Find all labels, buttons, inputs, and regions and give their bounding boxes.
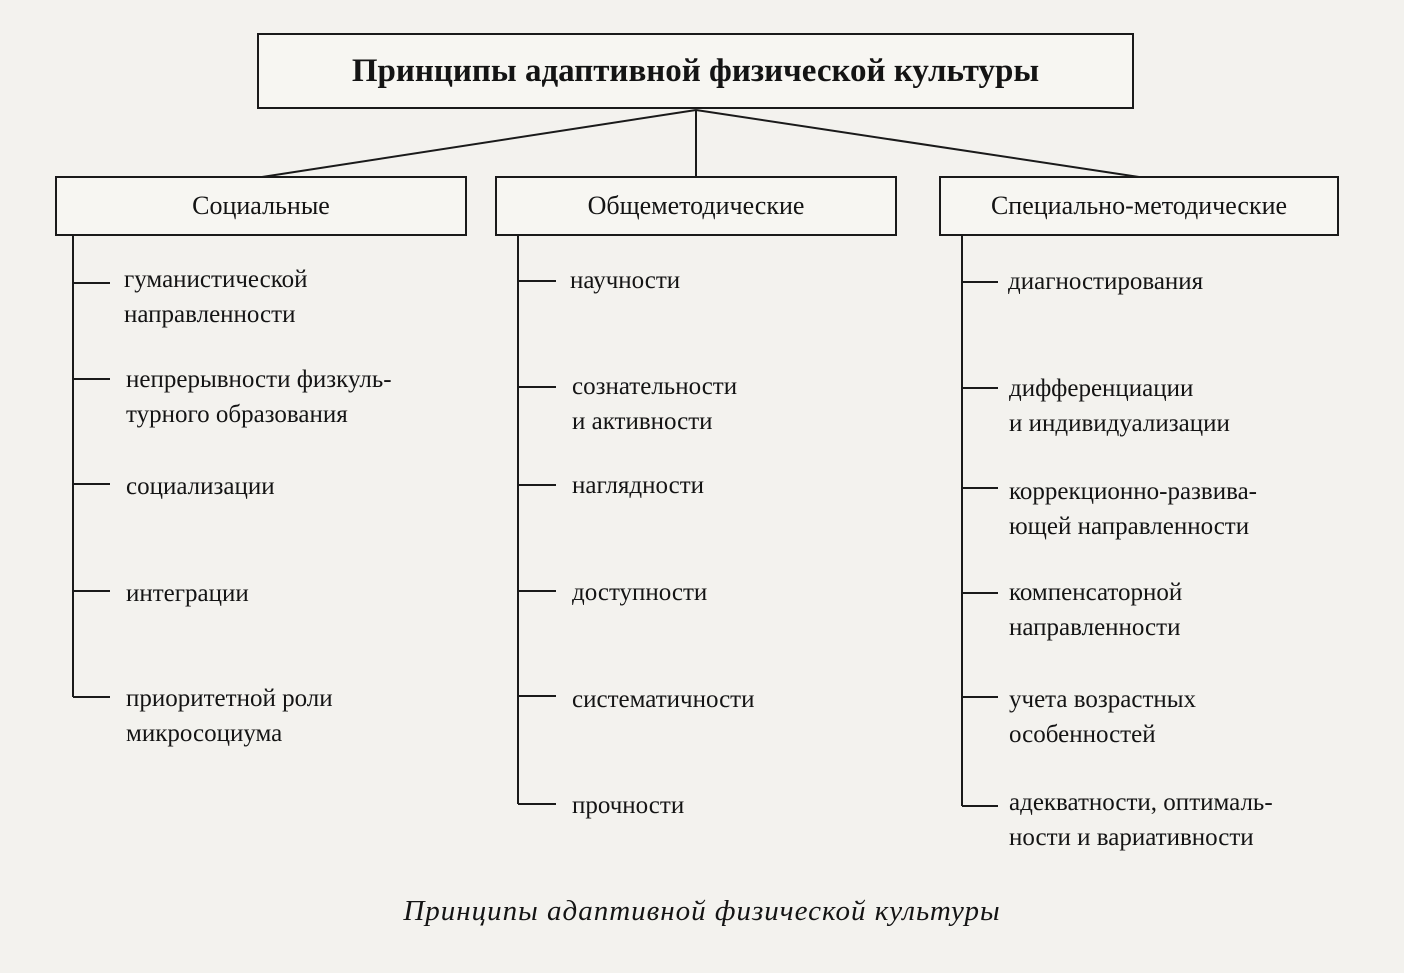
principle-item: гуманистической направленности: [124, 266, 308, 328]
principle-item: адекватности, оптималь- ности и вариативности: [1009, 789, 1273, 851]
connector-root-social: [262, 110, 696, 177]
principle-item: доступности: [572, 579, 708, 606]
principle-item: дифференциации и индивидуализации: [1009, 375, 1230, 437]
principle-item: наглядности: [572, 472, 705, 499]
principle-item: коррекционно-развива- ющей направленности: [1009, 478, 1258, 540]
principle-item: сознательности и активности: [572, 373, 738, 435]
category-special-methodical: Специально-методические: [939, 176, 1339, 236]
principle-item: интеграции: [126, 580, 249, 607]
principle-item: учета возрастных особенностей: [1009, 686, 1197, 748]
figure-caption: Принципы адаптивной физической культуры: [403, 895, 1001, 927]
principle-item: компенсаторной направленности: [1009, 579, 1183, 641]
principle-item: приоритетной роли микросоциума: [126, 685, 333, 747]
principle-item: диагностирования: [1008, 268, 1204, 295]
principle-item: научности: [570, 267, 681, 294]
principle-item: непрерывности физкуль- турного образования: [126, 366, 392, 428]
category-general-methodical: Общеметодические: [495, 176, 897, 236]
root-box: Принципы адаптивной физической культуры: [257, 33, 1134, 109]
connector-root-special: [696, 110, 1139, 177]
category-social: Социальные: [55, 176, 467, 236]
principle-item: систематичности: [572, 686, 755, 713]
principle-item: социализации: [126, 473, 275, 500]
principle-item: прочности: [572, 792, 685, 819]
